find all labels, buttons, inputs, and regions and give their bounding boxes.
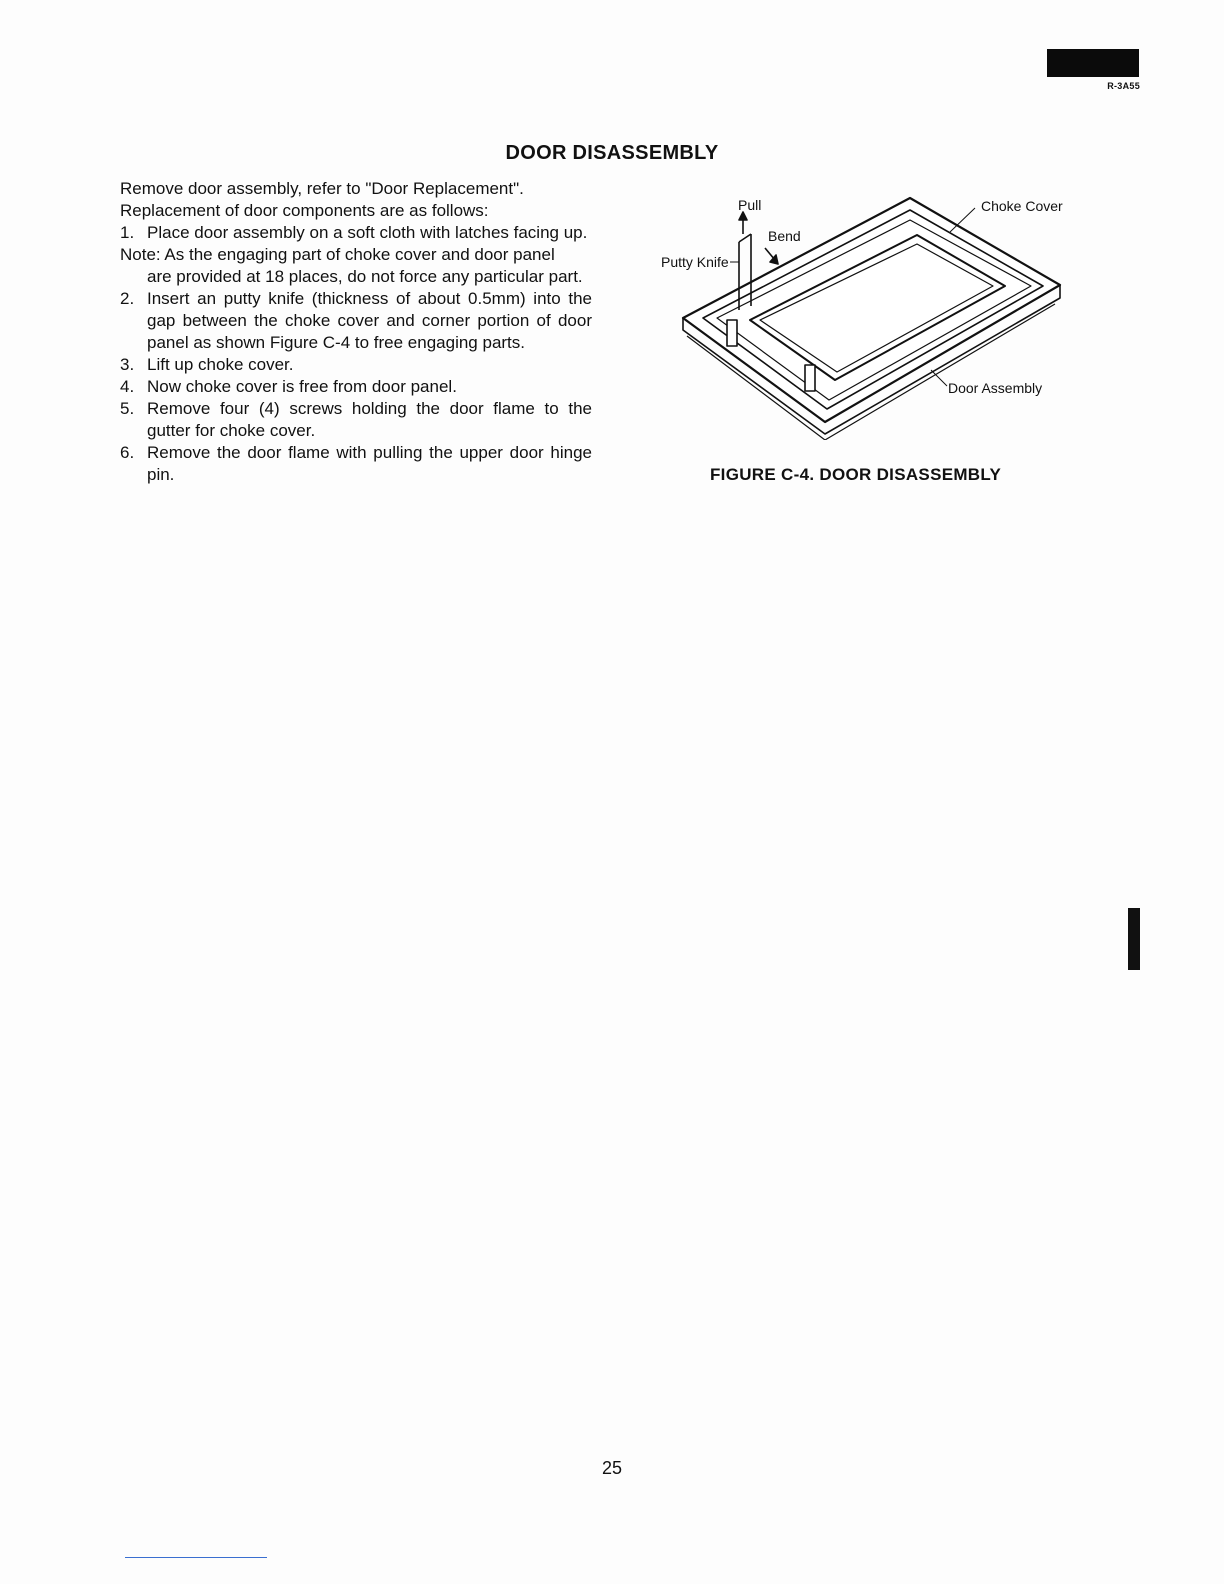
step-1 [120,222,592,244]
door-disassembly-figure [655,190,1105,440]
model-code: R-3A55 [1107,81,1140,91]
note-lead: Note: As the engaging part of choke cover and door panel [120,245,555,264]
step-2 [120,288,592,354]
pull-label: Pull [738,197,762,213]
note-text: are provided at 18 places, do not force any particular part. [147,267,583,286]
pull-arrowhead [739,212,747,220]
edge-mark [1128,908,1140,970]
choke-cover-label: Choke Cover [981,198,1063,214]
step-text: Remove the door flame with pulling the upper door hinge pin. [147,443,592,484]
latch [805,365,815,391]
step-text: Lift up choke cover. [147,355,294,374]
step-4 [120,376,592,398]
step-6 [120,442,592,486]
scan-artifact-line [125,1557,267,1558]
page-number: 25 [601,1458,623,1478]
step-3 [120,354,592,376]
latch [727,320,737,346]
note [120,244,592,288]
instructions [120,178,592,486]
step-number: 4. [120,377,135,396]
step-text: Insert an putty knife (thickness of about 0.5mm) into the gap between the choke cover and corner portion of door panel as shown Figure C-4 to free engaging parts. [147,289,592,352]
step-number: 3. [120,355,135,374]
putty-knife [739,234,751,242]
step-text: Now choke cover is free from door panel. [147,377,457,396]
step-number: 5. [120,399,135,418]
bend-label: Bend [768,228,801,244]
step-number: 1. [120,223,135,242]
door-assembly-drawing [655,190,1105,440]
step-text: Remove four (4) screws holding the door flame to the gutter for choke cover. [147,399,592,440]
step-number: 2. [120,289,135,308]
intro-line: Replacement of door components are as follows: [120,201,489,220]
intro-line: Remove door assembly, refer to "Door Replacement". [120,179,524,198]
putty-knife-label: Putty Knife [661,254,729,270]
step-text: Place door assembly on a soft cloth with latches facing up. [147,223,588,242]
page-title: DOOR DISASSEMBLY [505,142,719,164]
door-assembly-label: Door Assembly [948,380,1043,396]
step-number: 6. [120,443,135,462]
figure-caption: FIGURE C-4. DOOR DISASSEMBLY [710,465,1002,484]
step-5 [120,398,592,442]
model-code-block [1047,49,1139,77]
